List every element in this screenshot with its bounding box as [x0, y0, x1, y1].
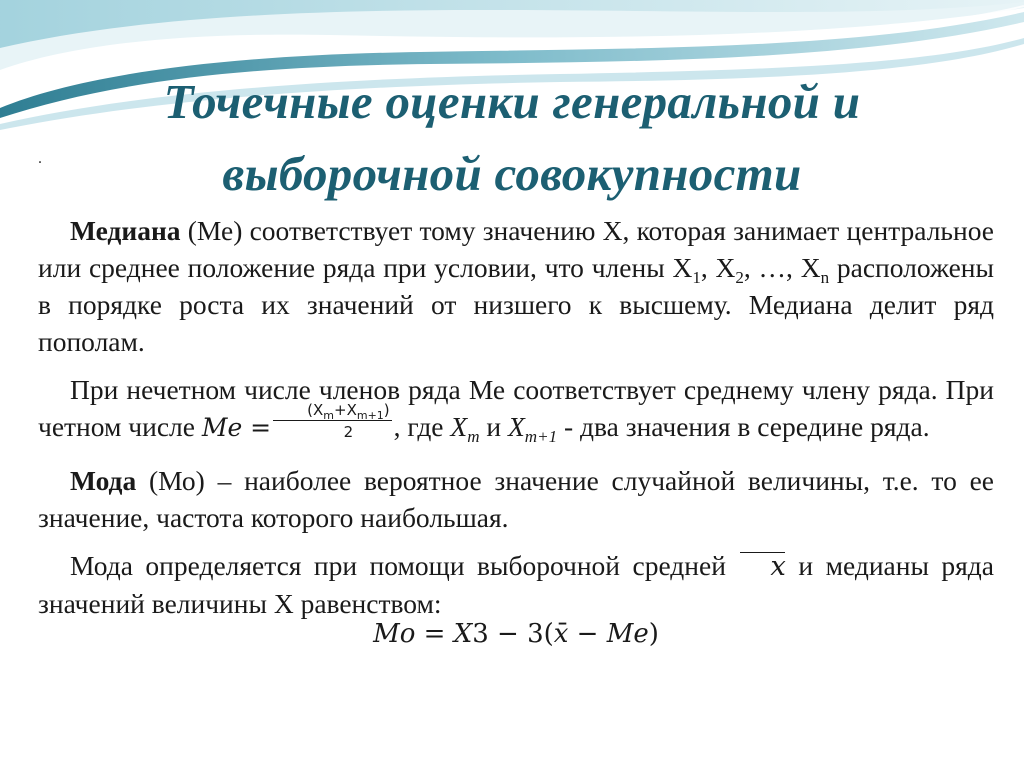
title-line-2: выборочной совокупности [222, 146, 802, 201]
odd-even-text-d: - два значения в середине ряда. [557, 411, 930, 442]
xm-sub: m [467, 426, 480, 446]
xm1-sub: m+1 [524, 426, 558, 446]
num-plus: +X [334, 401, 357, 420]
num-open: (X [307, 401, 324, 420]
odd-even-text-b: , где [393, 411, 451, 442]
paragraph-mode-formula [38, 547, 994, 622]
median-sep-1: , Х [700, 252, 736, 283]
title-line-1: Точечные оценки генеральной и [163, 74, 861, 129]
xm1-base: X [507, 411, 525, 442]
median-formula-lhs: 𝑀𝑒 = [201, 413, 272, 442]
subscript-n: n [820, 267, 830, 287]
slide-title [0, 66, 1024, 210]
fraction-denominator: 2 [343, 423, 354, 442]
odd-even-text-c: и [479, 411, 508, 442]
mode-formula-text-a: Мода определяется при помощи выборочной средней [70, 550, 739, 582]
x-bar-symbol: 𝑥 [738, 548, 786, 585]
median-sep-2: , …, Х [743, 252, 821, 283]
num-close: ) [383, 401, 390, 420]
stray-dot: . [38, 150, 42, 167]
odd-even-text-a: При нечетном числе членов ряда Ме соответствует среднему члену ряда. При четном числе [38, 374, 994, 442]
median-text-a: (Ме) соответствует тому значению Х, которая занимает центральное или среднее положение ряда при условии, что члены Х [38, 215, 994, 283]
subscript-1: 1 [692, 267, 701, 287]
xm-base: X [450, 411, 468, 442]
fraction-numerator [273, 400, 392, 421]
mode-formula-text-b: и медианы ряда значений величины Х равенством: [38, 550, 994, 620]
paragraph-median-odd-even [38, 371, 994, 451]
paragraph-mode [38, 462, 994, 536]
num-sub-m: m [323, 409, 334, 423]
term-mode: Мода [70, 465, 137, 497]
mode-text: (Мо) – наиболее вероятное значение случайной величины, т.е. то ее значение, частота которого наибольшая. [38, 465, 994, 534]
paragraph-median [38, 212, 994, 360]
median-text-b: расположены в порядке роста их значений от низшего к высшему. Медиана делит ряд пополам. [38, 252, 994, 357]
median-fraction [273, 400, 392, 443]
num-sub-m1: m+1 [356, 409, 384, 423]
slide-body [38, 212, 994, 652]
mode-formula: 𝑀𝑜 = 𝑋3 − 3(𝑥̄ − 𝑀𝑒) [373, 619, 659, 650]
term-median: Медиана [70, 215, 181, 246]
subscript-2: 2 [735, 267, 744, 287]
